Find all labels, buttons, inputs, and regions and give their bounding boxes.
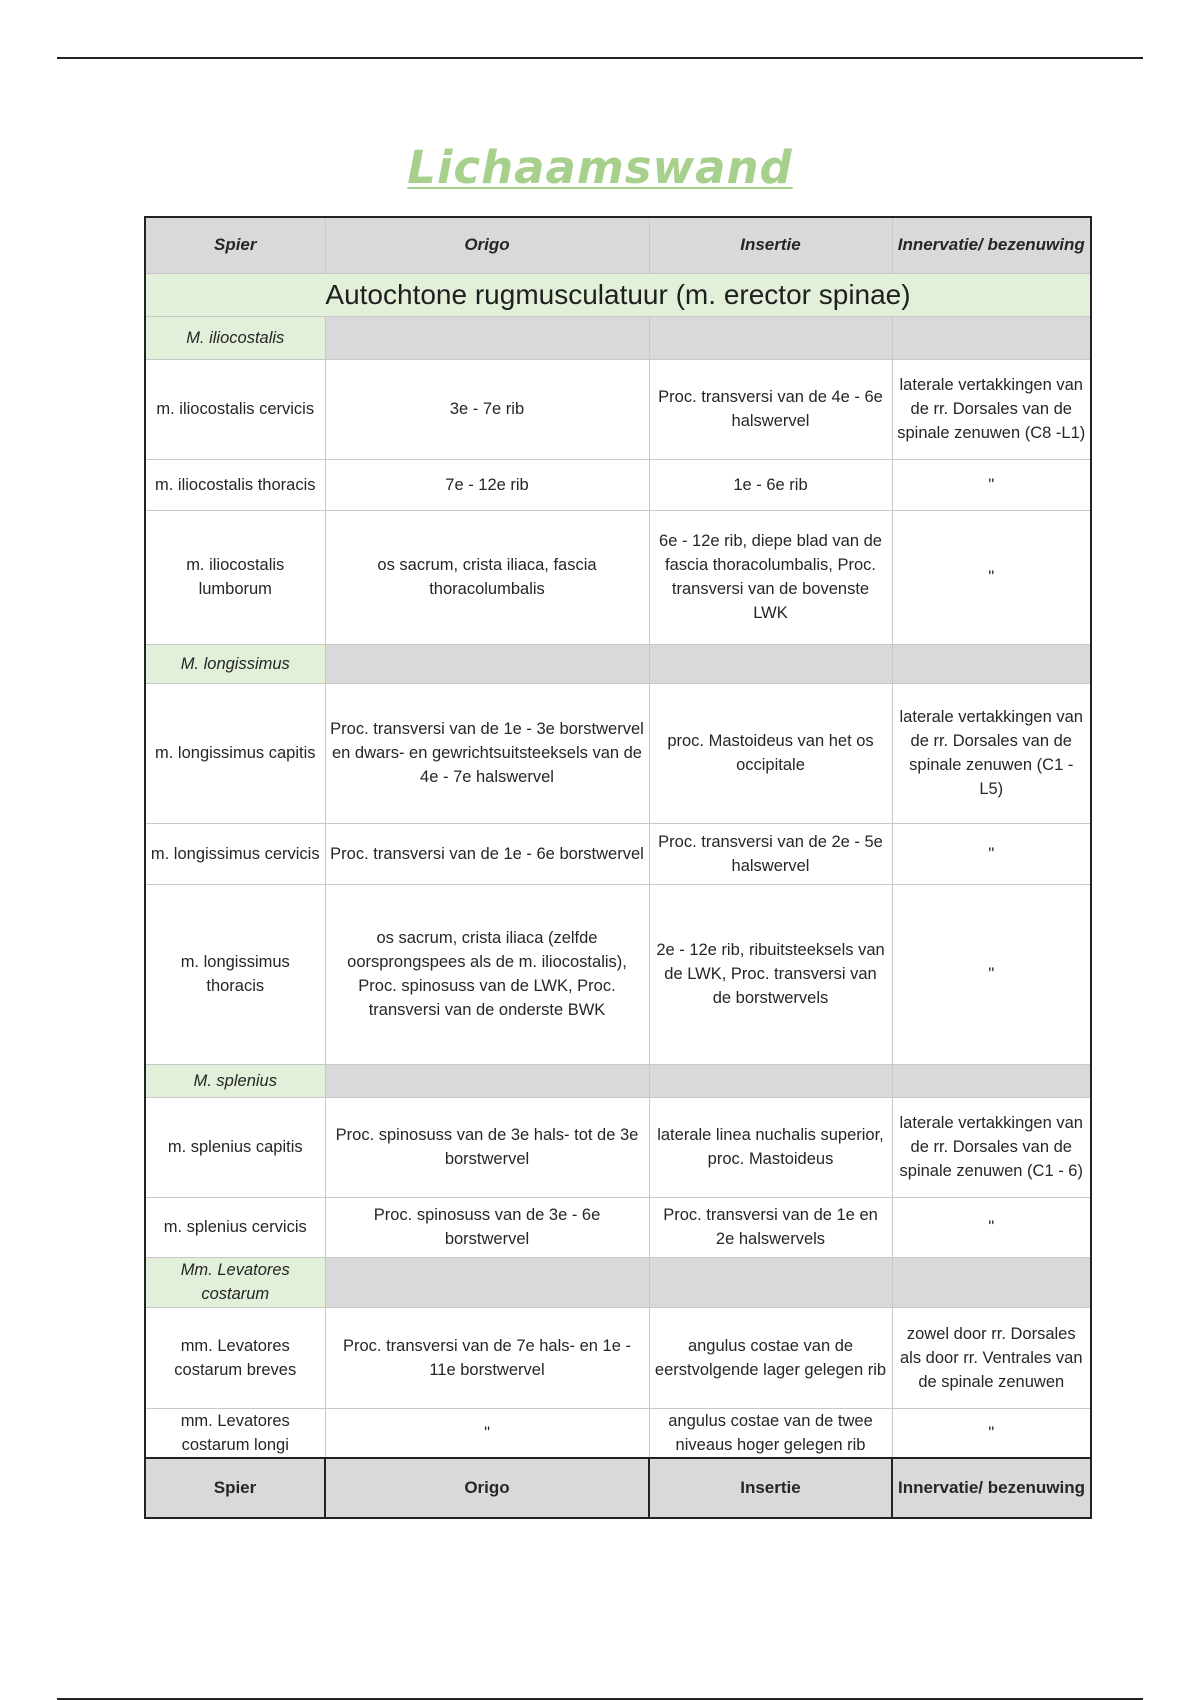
cell-insertie: proc. Mastoideus van het os occipitale: [649, 683, 892, 823]
group-row: [145, 1064, 1091, 1097]
cell-insertie: angulus costae van de eerstvolgende lager gelegen rib: [649, 1307, 892, 1408]
table-row: [145, 1307, 1091, 1408]
group-fill: [649, 1257, 892, 1307]
muscle-table: [144, 216, 1092, 1519]
table-row: [145, 1097, 1091, 1197]
header-rule: [57, 57, 1143, 59]
group-fill: [649, 316, 892, 359]
table-row: [145, 359, 1091, 459]
cell-origo: Proc. spinosuss van de 3e - 6e borstwervel: [325, 1197, 649, 1257]
group-fill: [325, 644, 649, 683]
cell-innervatie: ": [892, 1408, 1091, 1458]
table-row: [145, 683, 1091, 823]
group-fill: [649, 1064, 892, 1097]
group-row: [145, 1257, 1091, 1307]
cell-insertie: 1e - 6e rib: [649, 459, 892, 510]
cell-innervatie: zowel door rr. Dorsales als door rr. Ventrales van de spinale zenuwen: [892, 1307, 1091, 1408]
group-fill: [892, 1064, 1091, 1097]
cell-insertie: angulus costae van de twee niveaus hoger gelegen rib: [649, 1408, 892, 1458]
cell-spier: m. splenius capitis: [145, 1097, 325, 1197]
table-row: [145, 1197, 1091, 1257]
group-fill: [892, 644, 1091, 683]
table-row: [145, 884, 1091, 1064]
cell-origo: ": [325, 1408, 649, 1458]
cell-origo: os sacrum, crista iliaca (zelfde oorsprongspees als de m. iliocostalis), Proc. spinosuss van de LWK, Proc. transversi van de onderste BWK: [325, 884, 649, 1064]
cell-origo: 7e - 12e rib: [325, 459, 649, 510]
header-innervatie: Innervatie/ bezenuwing: [892, 217, 1091, 273]
table-footer-row: [145, 1458, 1091, 1518]
cell-origo: Proc. spinosuss van de 3e hals- tot de 3e borstwervel: [325, 1097, 649, 1197]
cell-spier: m. splenius cervicis: [145, 1197, 325, 1257]
cell-origo: os sacrum, crista iliaca, fascia thoracolumbalis: [325, 510, 649, 644]
group-row: [145, 644, 1091, 683]
group-name: M. splenius: [145, 1064, 325, 1097]
table-header-row: [145, 217, 1091, 273]
cell-innervatie: laterale vertakkingen van de rr. Dorsales van de spinale zenuwen (C8 -L1): [892, 359, 1091, 459]
cell-spier: m. longissimus cervicis: [145, 823, 325, 884]
group-fill: [892, 1257, 1091, 1307]
cell-innervatie: ": [892, 884, 1091, 1064]
cell-spier: m. longissimus thoracis: [145, 884, 325, 1064]
table-row: [145, 510, 1091, 644]
cell-innervatie: laterale vertakkingen van de rr. Dorsales van de spinale zenuwen (C1 - L5): [892, 683, 1091, 823]
cell-insertie: laterale linea nuchalis superior, proc. Mastoideus: [649, 1097, 892, 1197]
header-origo: Origo: [325, 217, 649, 273]
cell-origo: Proc. transversi van de 1e - 3e borstwervel en dwars- en gewrichtsuitsteeksels van de 4e - 7e halswervel: [325, 683, 649, 823]
cell-spier: m. iliocostalis lumborum: [145, 510, 325, 644]
group-fill: [325, 1064, 649, 1097]
cell-innervatie: ": [892, 510, 1091, 644]
section-title: Autochtone rugmusculatuur (m. erector spinae): [145, 273, 1091, 316]
page-title: [0, 140, 1200, 196]
cell-innervatie: ": [892, 1197, 1091, 1257]
group-fill: [325, 316, 649, 359]
header-insertie: Insertie: [649, 217, 892, 273]
cell-origo: Proc. transversi van de 1e - 6e borstwervel: [325, 823, 649, 884]
cell-insertie: 6e - 12e rib, diepe blad van de fascia thoracolumbalis, Proc. transversi van de bovenste LWK: [649, 510, 892, 644]
group-name: M. iliocostalis: [145, 316, 325, 359]
cell-insertie: Proc. transversi van de 4e - 6e halswervel: [649, 359, 892, 459]
group-fill: [649, 644, 892, 683]
page-title-text: Lichaamswand: [407, 141, 793, 194]
footer-innervatie: Innervatie/ bezenuwing: [892, 1458, 1091, 1518]
cell-origo: 3e - 7e rib: [325, 359, 649, 459]
cell-insertie: Proc. transversi van de 2e - 5e halswervel: [649, 823, 892, 884]
cell-innervatie: ": [892, 459, 1091, 510]
group-name: Mm. Levatores costarum: [145, 1257, 325, 1307]
group-name: M. longissimus: [145, 644, 325, 683]
cell-spier: m. iliocostalis cervicis: [145, 359, 325, 459]
table-row: [145, 459, 1091, 510]
section-row: [145, 273, 1091, 316]
header-spier: Spier: [145, 217, 325, 273]
cell-spier: m. longissimus capitis: [145, 683, 325, 823]
cell-spier: mm. Levatores costarum longi: [145, 1408, 325, 1458]
cell-spier: m. iliocostalis thoracis: [145, 459, 325, 510]
footer-origo: Origo: [325, 1458, 649, 1518]
footer-spier: Spier: [145, 1458, 325, 1518]
cell-origo: Proc. transversi van de 7e hals- en 1e - 11e borstwervel: [325, 1307, 649, 1408]
cell-innervatie: laterale vertakkingen van de rr. Dorsales van de spinale zenuwen (C1 - 6): [892, 1097, 1091, 1197]
group-fill: [325, 1257, 649, 1307]
footer-insertie: Insertie: [649, 1458, 892, 1518]
cell-insertie: Proc. transversi van de 1e en 2e halswervels: [649, 1197, 892, 1257]
table-row: [145, 1408, 1091, 1458]
cell-insertie: 2e - 12e rib, ribuitsteeksels van de LWK, Proc. transversi van de borstwervels: [649, 884, 892, 1064]
group-fill: [892, 316, 1091, 359]
table-row: [145, 823, 1091, 884]
cell-spier: mm. Levatores costarum breves: [145, 1307, 325, 1408]
cell-innervatie: ": [892, 823, 1091, 884]
group-row: [145, 316, 1091, 359]
